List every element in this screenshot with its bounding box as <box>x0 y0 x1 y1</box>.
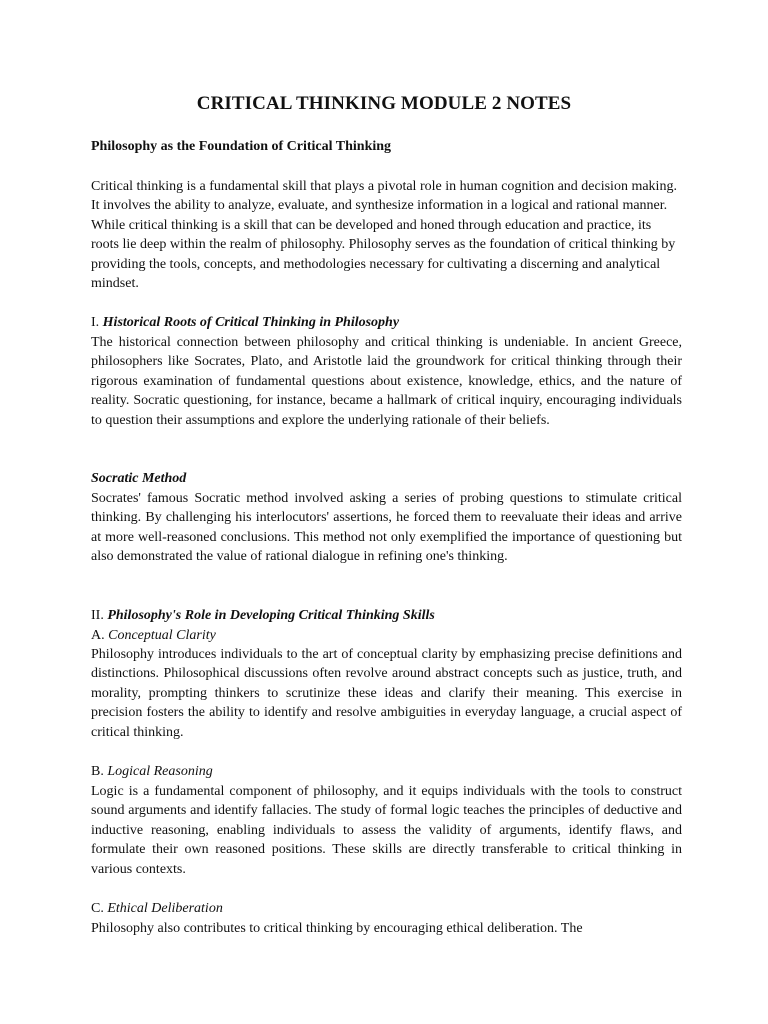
subsection-a-title: Conceptual Clarity <box>108 628 216 643</box>
subsection-c-body: Philosophy also contributes to critical thinking by encouraging ethical deliberation. The <box>91 921 583 936</box>
subsection-b-label: B. <box>91 764 108 779</box>
section-2-numeral: II. <box>91 608 108 623</box>
subsection-b-heading <box>91 762 213 781</box>
section-2-title: Philosophy's Role in Developing Critical Thinking Skills <box>107 608 435 623</box>
section-1-body: The historical connection between philosophy and critical thinking is undeniable. In ancient Greece, philosophers like Socrates, Plato, and Aristotle laid the groundwork for critical thinking through their rigorous examination of fundamental questions about existence, knowledge, ethics, and the nature of reality. Socratic questioning, for instance, became a hallmark of critical inquiry, encouraging individuals to question their assumptions and explore the underlying rationale of their beliefs. <box>91 335 682 428</box>
page-title: CRITICAL THINKING MODULE 2 NOTES <box>196 93 572 114</box>
subsection-a-heading <box>91 626 216 645</box>
subsection-a-body: Philosophy introduces individuals to the art of conceptual clarity by emphasizing precise definitions and distinctions. Philosophical discussions often revolve around abstract concepts such as justice, truth, and morality, prompting thinkers to scrutinize these ideas and clarify their meaning. This exercise in precision fosters the ability to identify and resolve ambiguities in everyday language, a crucial aspect of critical thinking. <box>91 647 682 740</box>
subsection-a-label: A. <box>91 628 109 643</box>
intro-paragraph: Critical thinking is a fundamental skill that plays a pivotal role in human cognition and decision making. It involves the ability to analyze, evaluate, and synthesize information in a logical and rational manner. While critical thinking is a skill that can be developed and honed through education and practice, its roots lie deep within the realm of philosophy. Philosophy serves as the foundation of critical thinking by providing the tools, concepts, and methodologies necessary for cultivating a discerning and analytical mindset. <box>91 179 677 292</box>
section-1-heading <box>91 313 399 332</box>
document-subtitle: Philosophy as the Foundation of Critical Thinking <box>91 139 392 154</box>
subsection-b-title: Logical Reasoning <box>107 764 213 779</box>
section-1-numeral: I. <box>91 315 103 330</box>
socratic-method-heading: Socratic Method <box>91 471 187 486</box>
subsection-c-label: C. <box>91 901 108 916</box>
subsection-c-title: Ethical Deliberation <box>107 901 223 916</box>
socratic-method-body: Socrates' famous Socratic method involved asking a series of probing questions to stimulate critical thinking. By challenging his interlocutors' assertions, he forced them to reevaluate their ideas and arrive at more well-reasoned conclusions. This method not only exemplified the importance of questioning but also demonstrated the value of rational dialogue in refining one's thinking. <box>91 491 682 565</box>
section-1-title: Historical Roots of Critical Thinking in Philosophy <box>102 315 400 330</box>
section-2-heading <box>91 606 435 625</box>
subsection-c-heading <box>91 899 223 918</box>
subsection-b-body: Logic is a fundamental component of philosophy, and it equips individuals with the tools to construct sound arguments and identify fallacies. The study of formal logic teaches the principles of deductive and inductive reasoning, enabling individuals to assess the validity of arguments, identify flaws, and formulate their own reasoned positions. These skills are directly transferable to critical thinking in various contexts. <box>91 784 682 877</box>
